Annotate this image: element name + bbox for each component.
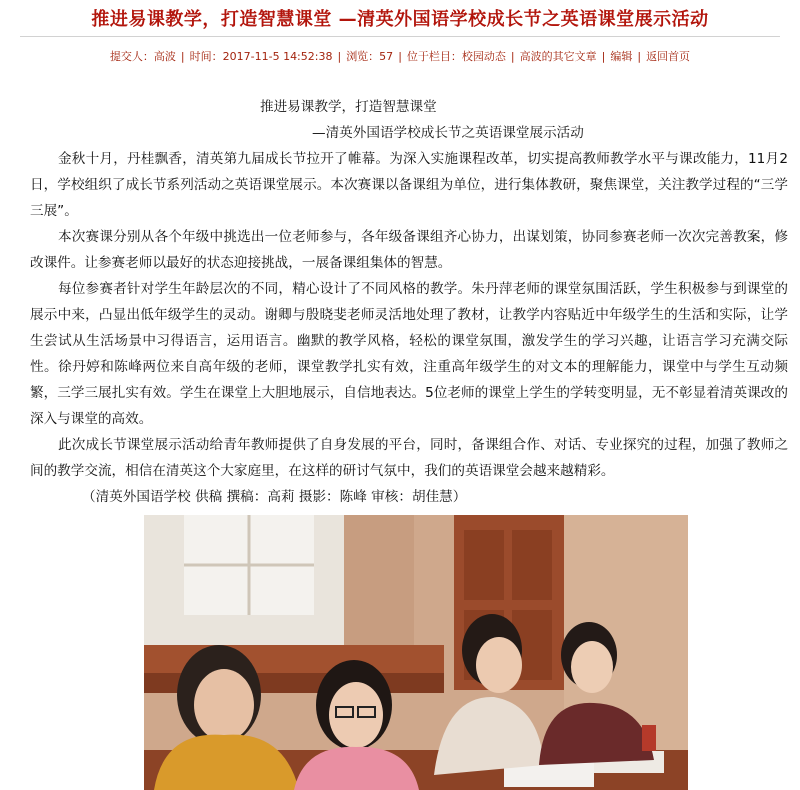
article-meta-bar xyxy=(0,48,800,66)
article-paragraph: 每位参赛者针对学生年龄层次的不同，精心设计了不同风格的教学。朱丹萍老师的课堂氛围活跃，学生积极参与到课堂的展示中来，凸显出低年级学生的灵动。谢卿与殷晓斐老师灵活地处理了教材，让教学内容贴近中年级学生的生活和实际，让学生尝试从生活场景中习得语言，运用语言。幽默的教学风格，轻松的课堂氛围，激发学生的学习兴趣，让语言学习充满交际性。徐丹婷和陈峰两位来自高年级的老师，课堂教学扎实有效，注重高年级学生的对文本的理解能力，课堂中与学生互动频繁，三学三展扎实有效。学生在课堂上大胆地展示，自信地表达。5位老师的课堂上学生的学转变明显，无不彰显着清英课改的深入与课堂的高效。 xyxy=(30,281,788,427)
meta-separator: | xyxy=(180,50,185,63)
meta-separator: | xyxy=(398,50,402,63)
article-credit: （清英外国语学校 供稿 撰稿：高莉 摄影：陈峰 审核：胡佳慧） xyxy=(82,489,467,505)
meta-submitter: 提交人：高波 xyxy=(109,50,176,63)
article-heading-line1: 推进易课教学，打造智慧课堂 xyxy=(260,99,437,115)
back-home-link[interactable]: 返回首页 xyxy=(646,50,691,63)
title-divider xyxy=(20,36,780,37)
other-articles-link[interactable]: 高波的其它文章 xyxy=(519,50,597,63)
meta-views: 浏览：57 xyxy=(346,50,394,63)
article-paragraph: 金秋十月，丹桂飘香，清英第九届成长节拉开了帷幕。为深入实施课程改革，切实提高教师教学水平与课改能力，11月2日，学校组织了成长节系列活动之英语课堂展示。本次赛课以备课组为单位，进行集体教研，聚焦课堂，关注教学过程的“三学三展”。 xyxy=(30,151,788,219)
classroom-photo-illustration xyxy=(144,515,688,790)
meta-separator: | xyxy=(337,50,342,63)
article-paragraph: 此次成长节课堂展示活动给青年教师提供了自身发展的平台，同时，备课组合作、对话、专业探究的过程，加强了教师之间的教学交流，相信在清英这个大家庭里，在这样的研讨气氛中，我们的英语课堂会越来越精彩。 xyxy=(30,437,788,479)
edit-link[interactable]: 编辑 xyxy=(610,50,633,63)
article-paragraph: 本次赛课分别从各个年级中挑选出一位老师参与，各年级备课组齐心协力，出谋划策，协同参赛老师一次次完善教案，修改课件。让参赛老师以最好的状态迎接挑战，一展备课组集体的智慧。 xyxy=(30,229,788,271)
article-body xyxy=(30,94,788,510)
article-title: 推进易课教学，打造智慧课堂 —清英外国语学校成长节之英语课堂展示活动 xyxy=(91,9,709,30)
meta-separator: | xyxy=(637,50,642,63)
meta-column-link[interactable]: 位于栏目：校园动态 xyxy=(406,50,506,63)
meta-separator: | xyxy=(601,50,606,63)
meta-separator: | xyxy=(510,50,515,63)
article-heading-line2: —清英外国语学校成长节之英语课堂展示活动 xyxy=(312,125,584,141)
classroom-photo xyxy=(144,515,688,790)
meta-time: 时间：2017-11-5 14:52:38 xyxy=(189,50,333,63)
